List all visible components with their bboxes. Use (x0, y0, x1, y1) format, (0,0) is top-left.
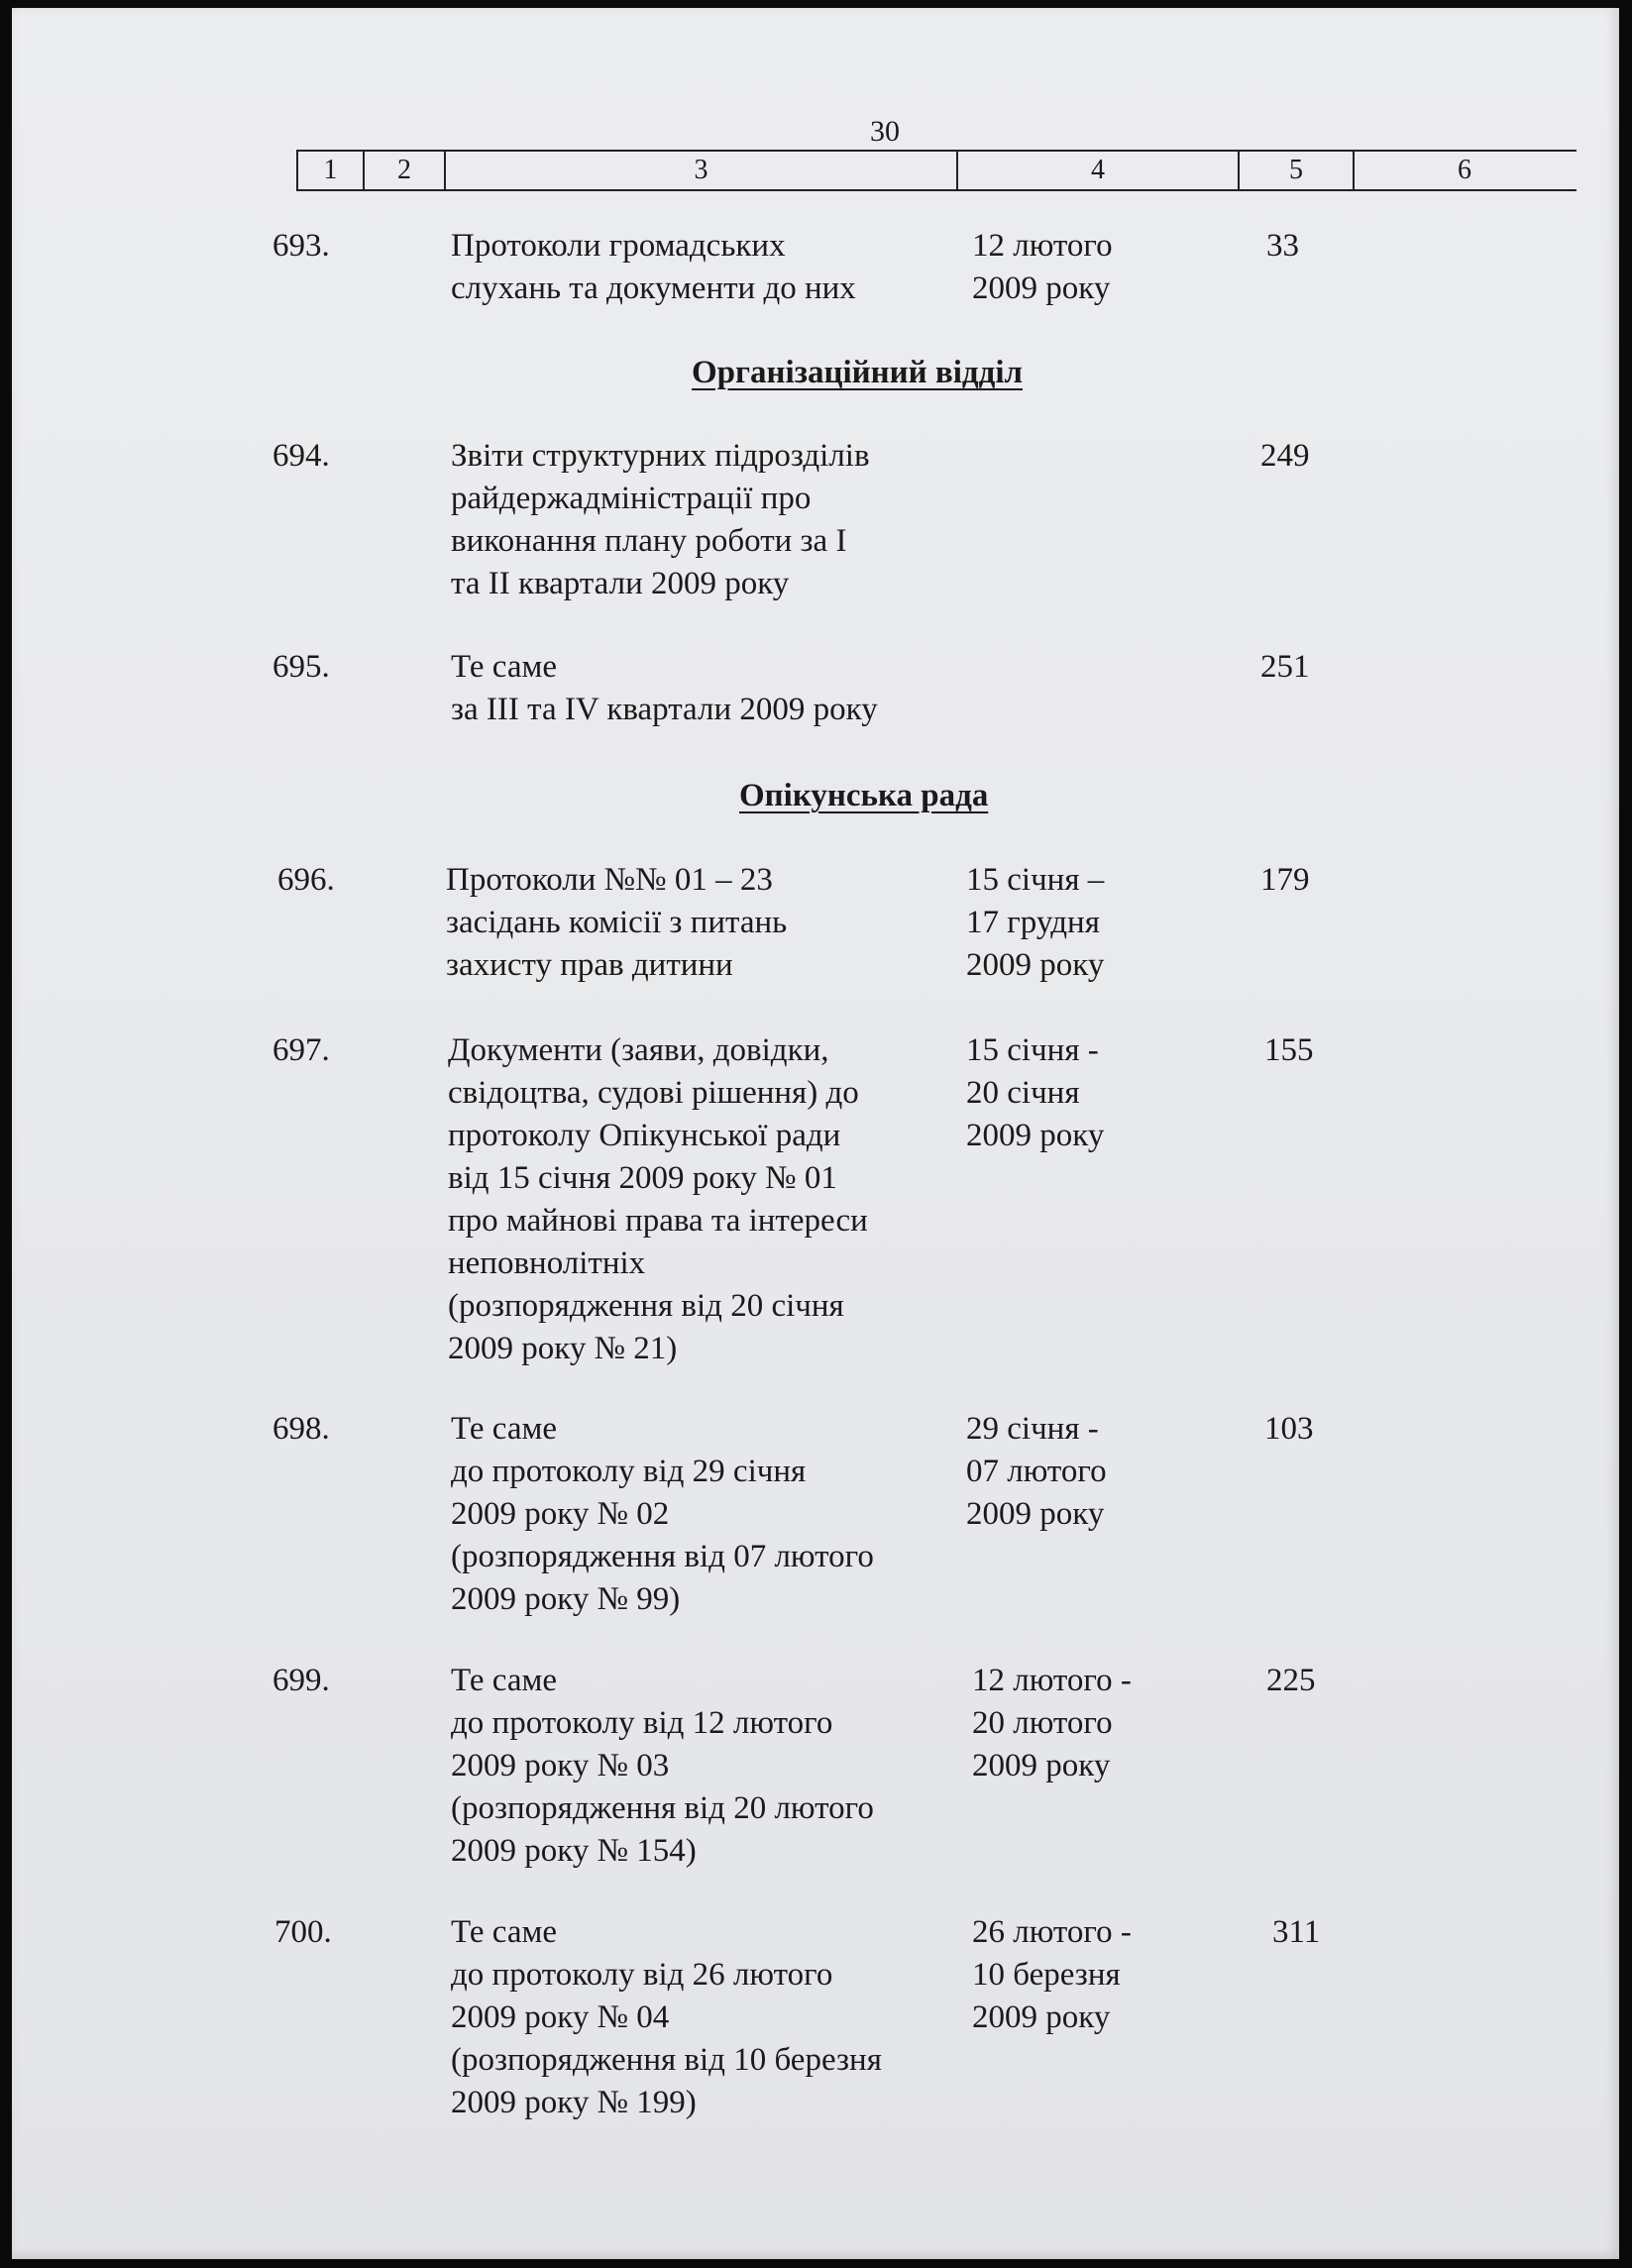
entry-title-line: 2009 року № 03 (451, 1748, 670, 1783)
entry-count: 225 (1266, 1663, 1316, 1698)
entry-date-line: 2009 року (966, 1496, 1105, 1532)
entry-title-line: за III та IV квартали 2009 року (451, 692, 878, 727)
entry-title-line: від 15 січня 2009 року № 01 (448, 1160, 837, 1196)
entry-date-line: 2009 року (972, 1748, 1111, 1783)
entry-title-line: Те саме (451, 649, 558, 685)
entry-number: 700. (274, 1914, 332, 1950)
document-page (12, 8, 1619, 2259)
entry-title-line: неповнолітніх (448, 1245, 646, 1281)
entry-title-line: до протоколу від 26 лютого (451, 1957, 833, 1993)
entry-date-line: 07 лютого (966, 1454, 1107, 1489)
entry-dates (966, 1029, 1104, 1157)
entry-dates (972, 225, 1113, 310)
entry-number: 695. (272, 649, 330, 685)
entry-count: 311 (1272, 1914, 1321, 1950)
entry-date-line: 17 грудня (966, 905, 1100, 940)
entry-title-line: до протоколу від 12 лютого (451, 1705, 833, 1741)
section-heading: Опікунська рада (739, 778, 989, 813)
entry-title-line: виконання плану роботи за I (451, 523, 847, 559)
entry-title-line: слухань та документи до них (451, 270, 856, 306)
column-header-2: 2 (365, 152, 446, 189)
entry-date-line: 2009 року (966, 947, 1105, 983)
entry-title-line: (розпорядження від 20 січня (448, 1288, 844, 1324)
entry-title-line: захисту прав дитини (446, 947, 733, 983)
entry-dates (972, 1911, 1132, 2039)
entry-title (448, 1029, 868, 1370)
entry-date-line: 12 лютого - (972, 1663, 1132, 1698)
entry-dates (966, 1408, 1107, 1536)
entry-number: 696. (277, 862, 335, 898)
entry-title-line: 2009 року № 02 (451, 1496, 670, 1532)
entry-title (451, 1911, 882, 2124)
entry-title (451, 225, 856, 310)
entry-count: 179 (1260, 862, 1310, 898)
entry-title-line: 2009 року № 99) (451, 1581, 681, 1617)
entry-title-line: та II квартали 2009 року (451, 566, 790, 601)
entry-number: 697. (272, 1032, 330, 1068)
column-header-3: 3 (446, 152, 958, 189)
entry-number: 694. (272, 438, 330, 474)
entry-date-line: 20 лютого (972, 1705, 1113, 1741)
entry-count: 33 (1266, 228, 1299, 264)
entry-date-line: 29 січня - (966, 1411, 1099, 1447)
entry-date-line: 12 лютого (972, 228, 1113, 264)
entry-date-line: 20 січня (966, 1075, 1080, 1111)
entry-title-line: 2009 року № 199) (451, 2085, 697, 2120)
entry-title-line: до протоколу від 29 січня (451, 1454, 807, 1489)
entry-dates (972, 1660, 1132, 1787)
column-header-5: 5 (1240, 152, 1355, 189)
entry-title-line: райдержадміністрації про (451, 481, 812, 516)
entry-title-line: (розпорядження від 20 лютого (451, 1790, 874, 1826)
entry-number: 693. (272, 228, 330, 264)
entry-count: 251 (1260, 649, 1310, 685)
page-number: 30 (870, 115, 900, 148)
entry-title-line: 2009 року № 21) (448, 1331, 678, 1366)
entry-title-line: Те саме (451, 1663, 558, 1698)
entry-count: 155 (1264, 1032, 1314, 1068)
entry-title-line: про майнові права та інтереси (448, 1203, 868, 1239)
entry-date-line: 2009 року (972, 1999, 1111, 2035)
column-header-1: 1 (298, 152, 365, 189)
entry-count: 103 (1264, 1411, 1314, 1447)
column-header-row (296, 150, 1577, 191)
entry-title-line: 2009 року № 04 (451, 1999, 670, 2035)
entry-title-line: 2009 року № 154) (451, 1833, 697, 1869)
column-header-6: 6 (1458, 155, 1471, 185)
entry-title (451, 1660, 874, 1873)
column-header-4: 4 (958, 152, 1240, 189)
entry-title (451, 1408, 874, 1621)
entry-title-line: Документи (заяви, довідки, (448, 1032, 829, 1068)
entry-title-line: Те саме (451, 1914, 558, 1950)
entry-title (451, 646, 878, 731)
entry-dates (966, 859, 1104, 987)
entry-number: 698. (272, 1411, 330, 1447)
entry-title-line: свідоцтва, судові рішення) до (448, 1075, 859, 1111)
entry-title-line: Те саме (451, 1411, 558, 1447)
section-heading: Організаційний відділ (692, 355, 1023, 390)
entry-title-line: Звіти структурних підрозділів (451, 438, 870, 474)
entry-title (451, 435, 870, 605)
entry-title-line: (розпорядження від 07 лютого (451, 1539, 874, 1574)
entry-date-line: 15 січня - (966, 1032, 1099, 1068)
entry-date-line: 26 лютого - (972, 1914, 1132, 1950)
entry-title (446, 859, 787, 987)
entry-title-line: Протоколи №№ 01 – 23 (446, 862, 773, 898)
entry-date-line: 10 березня (972, 1957, 1121, 1993)
entry-number: 699. (272, 1663, 330, 1698)
entry-date-line: 2009 року (966, 1118, 1105, 1153)
entry-count: 249 (1260, 438, 1310, 474)
entry-title-line: засідань комісії з питань (446, 905, 788, 940)
entry-date-line: 2009 року (972, 270, 1111, 306)
entry-title-line: протоколу Опікунської ради (448, 1118, 841, 1153)
entry-date-line: 15 січня – (966, 862, 1105, 898)
entry-title-line: Протоколи громадських (451, 228, 786, 264)
entry-title-line: (розпорядження від 10 березня (451, 2042, 882, 2078)
